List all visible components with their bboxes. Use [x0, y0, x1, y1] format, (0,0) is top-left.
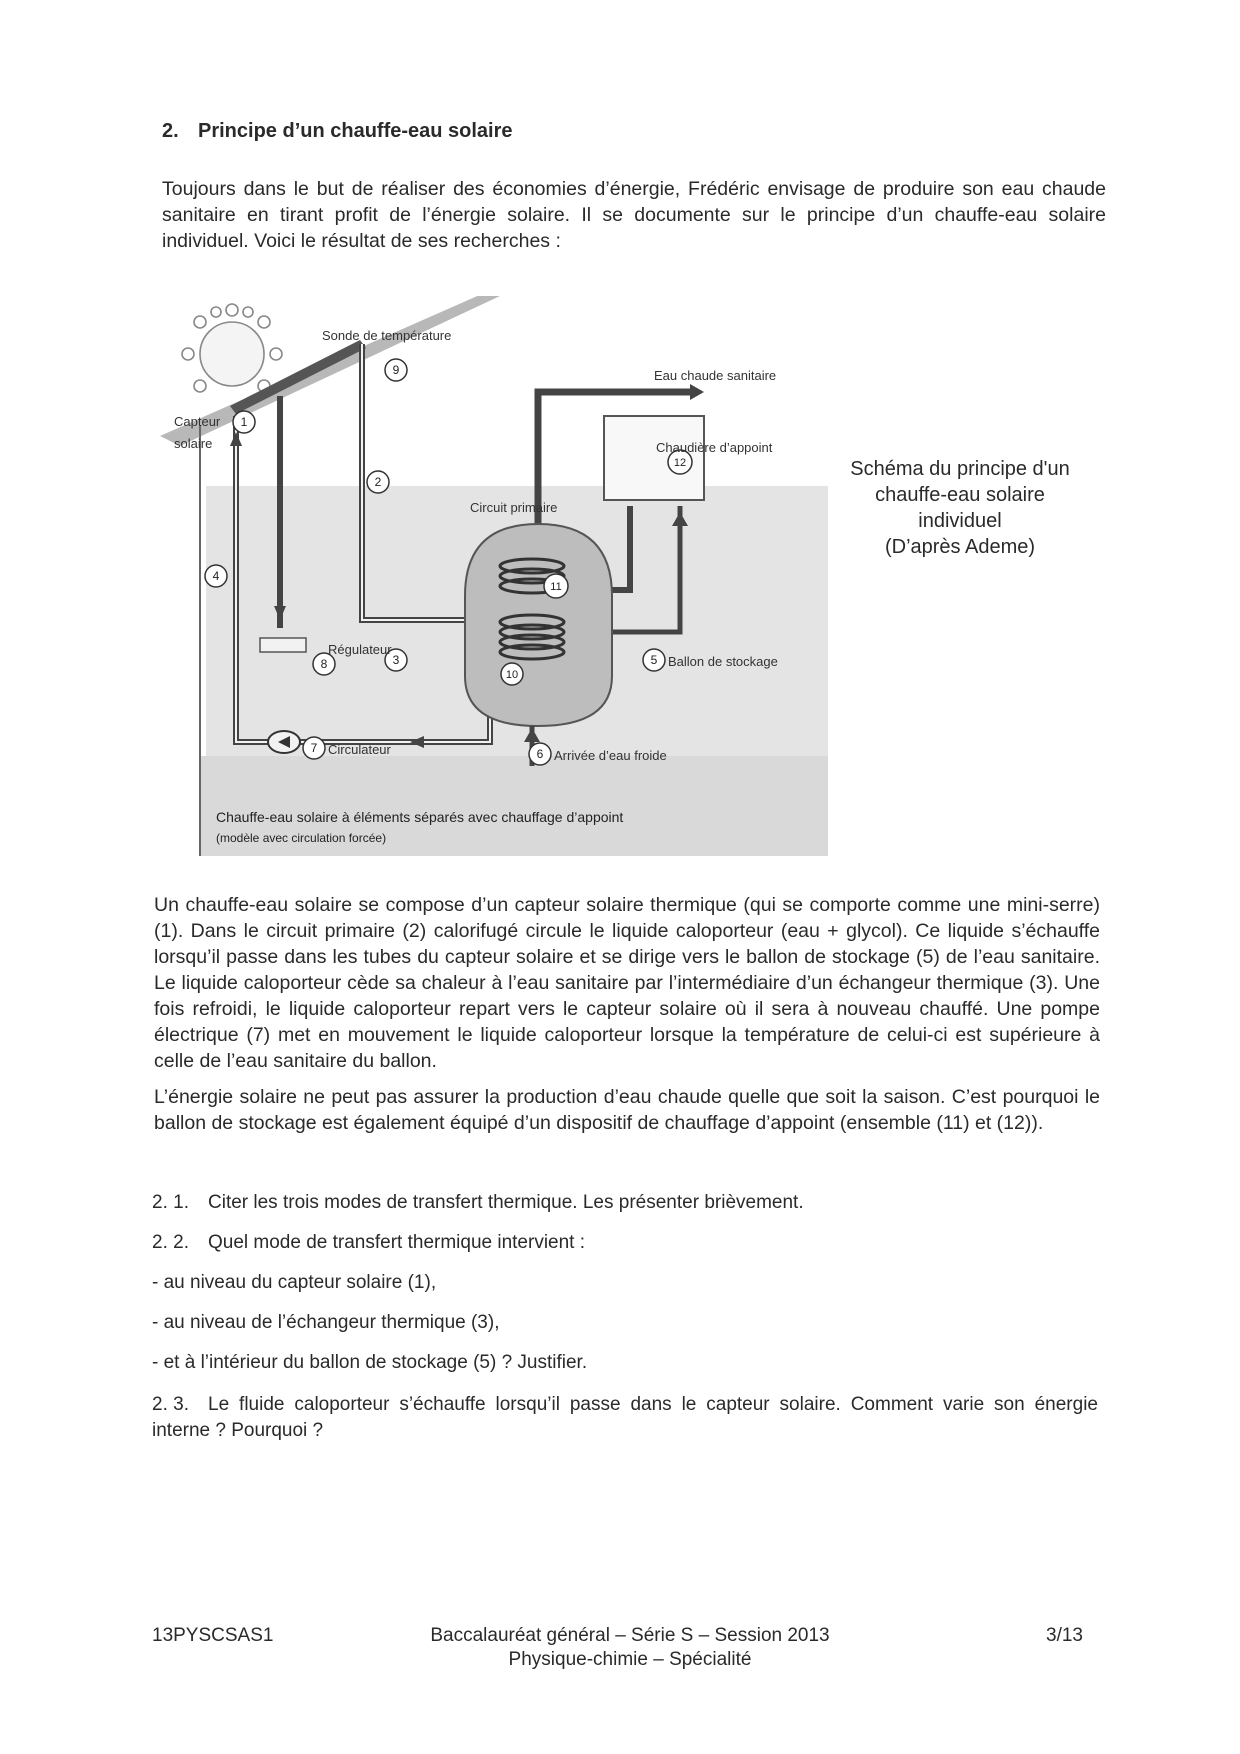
question-2-2-item-b: - au niveau de l’échangeur thermique (3),	[152, 1312, 500, 1333]
label-arrivee: Arrivée d’eau froide	[554, 748, 667, 763]
label-circuit-primaire: Circuit primaire	[470, 500, 558, 515]
regulator	[260, 638, 306, 652]
label-circulateur: Circulateur	[328, 742, 391, 757]
sun-icon	[182, 304, 282, 392]
caption-line-1: Schéma du principe d'un	[850, 458, 1070, 480]
label-capteur-2: solaire	[174, 436, 213, 451]
figure-side-caption	[830, 456, 1090, 560]
marker-11: 11	[550, 581, 562, 593]
label-ballon: Ballon de stockage	[668, 654, 778, 669]
section-heading	[162, 120, 513, 143]
question-2-2	[152, 1230, 1098, 1256]
footer-exam-line1: Baccalauréat général – Série S – Session 2013	[430, 1625, 830, 1646]
marker-4: 4	[212, 569, 220, 583]
marker-6: 6	[536, 747, 544, 761]
label-chaudiere: Chaudière d’appoint	[656, 440, 773, 455]
question-2-1-text: Citer les trois modes de transfert thermique. Les présenter brièvement.	[208, 1192, 804, 1213]
footer-page-number: 3/13	[1046, 1625, 1083, 1646]
marker-3: 3	[392, 653, 400, 667]
marker-10: 10	[505, 669, 519, 681]
caption-line-3: individuel	[918, 510, 1002, 532]
flow-arrow-up	[230, 432, 242, 446]
description-paragraph: Un chauffe-eau solaire se compose d’un capteur solaire thermique (qui se comporte comme une mini-serre) (1). Dans le circuit primaire (2) calorifugé circule le liquide caloporteur (eau + glycol). Ce liquide s’échauffe lorsqu’il passe dans les tubes du capteur solaire et se dirige vers le ballon de stockage (5) de l’eau sanitaire. Le liquide caloporteur cède sa chaleur à l’eau sanitaire par l’intermédiaire d’un échangeur thermique (3). Une fois refroidi, le liquide caloporteur repart vers le capteur solaire où il sera à nouveau chauffé. Une pompe électrique (7) met en mouvement le liquide caloporteur lorsque la température de celui-ci est supérieure à celle de l’eau sanitaire du ballon.	[154, 894, 1100, 1072]
marker-1: 1	[240, 415, 248, 429]
question-2-3	[152, 1392, 1098, 1444]
section-title: Principe d’un chauffe-eau solaire	[198, 120, 513, 142]
question-2-1-number: 2. 1.	[152, 1192, 189, 1213]
caption-line-2: chauffe-eau solaire	[875, 484, 1045, 506]
hot-water-arrow	[690, 384, 704, 400]
label-capteur-1: Capteur	[174, 414, 221, 429]
section-number: 2.	[162, 120, 179, 142]
label-regulateur: Régulateur	[328, 642, 392, 657]
question-2-2-number: 2. 2.	[152, 1232, 189, 1253]
solar-heater-diagram	[160, 296, 830, 864]
appoint-paragraph: L’énergie solaire ne peut pas assurer la production d’eau chaude quelle que soit la saison. C’est pourquoi le ballon de stockage est également équipé d’un dispositif de chauffage d’appoint (ensemble (11) et (12)).	[154, 1086, 1100, 1134]
footer-exam-line2: Physique-chimie – Spécialité	[508, 1649, 752, 1670]
caption-line-4: (D’après Ademe)	[884, 536, 1036, 558]
footer-exam	[380, 1624, 880, 1672]
marker-7: 7	[310, 741, 318, 755]
question-2-2-item-a: - au niveau du capteur solaire (1),	[152, 1272, 437, 1293]
footer-code: 13PYSCSAS1	[152, 1625, 274, 1646]
marker-12: 12	[673, 457, 687, 469]
question-2-3-text: Le fluide caloporteur s’échauffe lorsqu’il passe dans le capteur solaire. Comment varie son énergie interne ? Pourquoi ?	[152, 1394, 1098, 1441]
label-sonde: Sonde de température	[322, 328, 452, 343]
marker-8: 8	[320, 657, 328, 671]
question-2-2-item-c: - et à l’intérieur du ballon de stockage (5) ? Justifier.	[152, 1352, 588, 1373]
figure-caption-line1: Chauffe-eau solaire à éléments séparés avec chauffage d’appoint	[216, 809, 624, 825]
question-2-3-number: 2. 3.	[152, 1394, 189, 1415]
marker-9: 9	[392, 363, 400, 377]
figure-caption-line2: (modèle avec circulation forcée)	[216, 831, 387, 845]
marker-5: 5	[650, 653, 658, 667]
question-2-2-text: Quel mode de transfert thermique intervient :	[208, 1232, 586, 1253]
intro-paragraph: Toujours dans le but de réaliser des économies d’énergie, Frédéric envisage de produire son eau chaude sanitaire en tirant profit de l’énergie solaire. Il se documente sur le principe d’un chauffe-eau solaire individuel. Voici le résultat de ses recherches :	[162, 178, 1106, 252]
question-2-1	[152, 1190, 1098, 1216]
solar-heater-figure	[160, 296, 830, 864]
label-eau-chaude: Eau chaude sanitaire	[654, 368, 777, 383]
marker-2: 2	[374, 475, 382, 489]
